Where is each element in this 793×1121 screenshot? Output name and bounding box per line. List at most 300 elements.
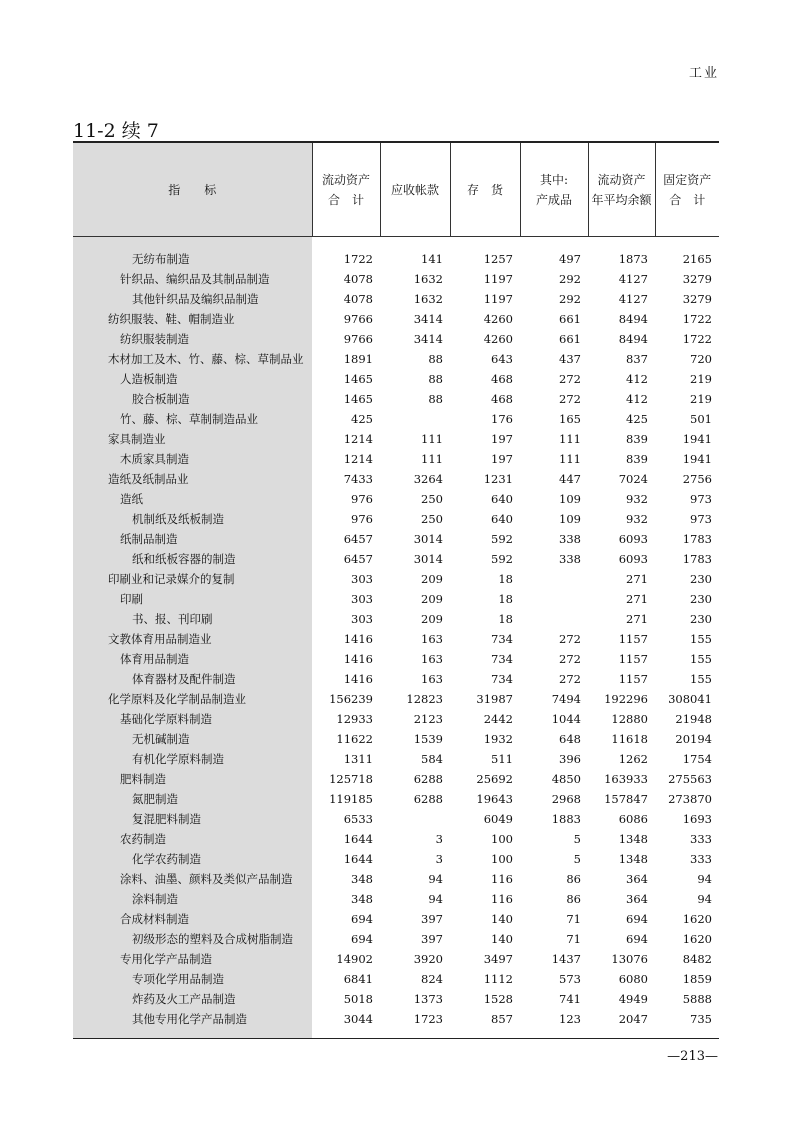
value-cell: 11622	[336, 732, 373, 746]
value-cell: 4078	[343, 272, 373, 286]
value-cell: 824	[421, 972, 443, 986]
table-row	[73, 869, 719, 889]
table-row	[73, 429, 719, 449]
row-label: 木质家具制造	[73, 449, 312, 469]
value-cell: 31987	[476, 692, 513, 706]
table-row	[73, 529, 719, 549]
value-cell: 1539	[413, 732, 443, 746]
row-label: 印刷	[73, 589, 312, 609]
row-label: 体育用品制造	[73, 649, 312, 669]
value-cell: 12880	[611, 712, 648, 726]
value-cell: 94	[428, 892, 443, 906]
value-cell: 6086	[618, 812, 648, 826]
table-row	[73, 309, 719, 329]
value-cell: 3920	[413, 952, 443, 966]
table-row	[73, 689, 719, 709]
value-cell: 6093	[618, 532, 648, 546]
value-cell: 1157	[618, 632, 648, 646]
value-cell: 6457	[343, 532, 373, 546]
statistics-table	[73, 143, 719, 1038]
value-cell: 1197	[483, 292, 513, 306]
value-cell: 1632	[413, 292, 443, 306]
value-cell: 230	[690, 572, 712, 586]
row-label: 木材加工及木、竹、藤、棕、草制品业	[73, 349, 312, 369]
value-cell: 275563	[668, 772, 712, 786]
value-cell: 230	[690, 592, 712, 606]
value-cell	[520, 569, 588, 589]
value-cell: 3264	[413, 472, 443, 486]
table-row	[73, 769, 719, 789]
table-row	[73, 709, 719, 729]
row-label: 基础化学原料制造	[73, 709, 312, 729]
value-cell: 694	[351, 912, 373, 926]
row-label: 其他针织品及编织品制造	[73, 289, 312, 309]
value-cell: 1941	[682, 432, 712, 446]
header-line: 流动资产	[321, 172, 370, 187]
value-cell: 648	[559, 732, 581, 746]
row-label: 纺织服装制造	[73, 329, 312, 349]
value-cell: 640	[491, 512, 513, 526]
spacer-row	[73, 1029, 719, 1038]
value-cell: 155	[690, 672, 712, 686]
table-row	[73, 789, 719, 809]
value-cell: 19643	[476, 792, 513, 806]
value-cell: 1348	[618, 852, 648, 866]
value-cell: 197	[491, 432, 513, 446]
value-cell: 468	[491, 392, 513, 406]
value-cell: 219	[690, 372, 712, 386]
value-cell: 14902	[336, 952, 373, 966]
spacer-cell	[73, 237, 312, 250]
row-label: 涂料、油墨、颜料及类似产品制造	[73, 869, 312, 889]
value-cell: 976	[351, 512, 373, 526]
value-cell: 155	[690, 652, 712, 666]
row-label: 家具制造业	[73, 429, 312, 449]
value-cell: 397	[421, 912, 443, 926]
value-cell: 1214	[343, 452, 373, 466]
value-cell: 348	[351, 872, 373, 886]
value-cell: 18	[498, 572, 513, 586]
table-row	[73, 509, 719, 529]
spacer-cell	[312, 237, 719, 250]
value-cell: 6288	[413, 772, 443, 786]
value-cell: 364	[626, 872, 648, 886]
value-cell: 86	[566, 892, 581, 906]
value-cell: 6049	[483, 812, 513, 826]
value-cell: 116	[491, 872, 513, 886]
table-row	[73, 569, 719, 589]
value-cell: 209	[421, 592, 443, 606]
value-cell: 9766	[343, 332, 373, 346]
value-cell: 25692	[476, 772, 513, 786]
value-cell: 348	[351, 892, 373, 906]
value-cell: 163933	[604, 772, 648, 786]
header-line: 合 计	[669, 192, 706, 207]
value-cell: 100	[491, 832, 513, 846]
row-label: 氮肥制造	[73, 789, 312, 809]
value-cell: 1620	[682, 932, 712, 946]
value-cell: 640	[491, 492, 513, 506]
value-cell: 3	[435, 832, 443, 846]
table-row	[73, 989, 719, 1009]
value-cell: 272	[559, 392, 581, 406]
row-label: 纺织服装、鞋、帽制造业	[73, 309, 312, 329]
value-cell: 839	[626, 432, 648, 446]
value-cell: 111	[421, 432, 443, 446]
value-cell: 100	[491, 852, 513, 866]
value-cell: 1883	[551, 812, 581, 826]
value-cell: 109	[559, 512, 581, 526]
value-cell: 1157	[618, 652, 648, 666]
value-cell: 1311	[343, 752, 373, 766]
value-cell: 661	[559, 332, 581, 346]
table-row	[73, 809, 719, 829]
table-row	[73, 629, 719, 649]
value-cell: 1437	[551, 952, 581, 966]
page-number: —213—	[667, 1049, 718, 1064]
row-label: 有机化学原料制造	[73, 749, 312, 769]
table-row	[73, 749, 719, 769]
value-cell: 230	[690, 612, 712, 626]
value-cell: 5	[573, 852, 581, 866]
value-cell: 468	[491, 372, 513, 386]
value-cell: 8494	[618, 312, 648, 326]
value-cell: 125718	[329, 772, 373, 786]
table-row	[73, 609, 719, 629]
value-cell: 3044	[343, 1012, 373, 1026]
header-line: 流动资产	[597, 172, 646, 187]
value-cell: 1873	[618, 252, 648, 266]
value-cell: 109	[559, 492, 581, 506]
value-cell: 271	[626, 572, 648, 586]
value-cell: 111	[559, 452, 581, 466]
value-cell	[520, 609, 588, 629]
value-cell: 364	[626, 892, 648, 906]
value-cell: 272	[559, 632, 581, 646]
value-cell: 3014	[413, 532, 443, 546]
table-row	[73, 289, 719, 309]
value-cell: 694	[626, 912, 648, 926]
value-cell: 2123	[413, 712, 443, 726]
table-row	[73, 909, 719, 929]
value-cell: 250	[421, 492, 443, 506]
row-label: 其他专用化学产品制造	[73, 1009, 312, 1029]
value-cell: 2442	[483, 712, 513, 726]
row-label: 肥料制造	[73, 769, 312, 789]
row-label: 炸药及火工产品制造	[73, 989, 312, 1009]
value-cell: 163	[421, 652, 443, 666]
value-cell: 11618	[611, 732, 648, 746]
value-cell: 2968	[551, 792, 581, 806]
header-line: 固定资产	[663, 172, 712, 187]
value-cell: 573	[559, 972, 581, 986]
value-cell: 397	[421, 932, 443, 946]
value-cell: 250	[421, 512, 443, 526]
value-cell: 1722	[682, 332, 712, 346]
value-cell: 694	[351, 932, 373, 946]
value-cell: 3497	[483, 952, 513, 966]
row-label: 纸和纸板容器的制造	[73, 549, 312, 569]
table-row	[73, 849, 719, 869]
value-cell: 88	[428, 392, 443, 406]
value-cell: 272	[559, 652, 581, 666]
row-label: 专项化学用品制造	[73, 969, 312, 989]
value-cell: 338	[559, 552, 581, 566]
value-cell: 4078	[343, 292, 373, 306]
value-cell: 303	[351, 572, 373, 586]
row-label: 涂料制造	[73, 889, 312, 909]
header-line: 应收帐款	[390, 182, 439, 197]
value-cell: 163	[421, 672, 443, 686]
row-label: 针织品、编织品及其制品制造	[73, 269, 312, 289]
value-cell: 1528	[483, 992, 513, 1006]
value-cell: 119185	[329, 792, 373, 806]
value-cell: 197	[491, 452, 513, 466]
table-row	[73, 889, 719, 909]
value-cell: 4127	[618, 292, 648, 306]
value-cell: 209	[421, 612, 443, 626]
value-cell: 592	[491, 552, 513, 566]
table-row	[73, 409, 719, 429]
row-label: 初级形态的塑料及合成树脂制造	[73, 929, 312, 949]
value-cell: 86	[566, 872, 581, 886]
value-cell: 13076	[611, 952, 648, 966]
value-cell: 3	[435, 852, 443, 866]
value-cell: 271	[626, 612, 648, 626]
header-avg-current-assets	[588, 143, 655, 237]
row-label: 无机碱制造	[73, 729, 312, 749]
value-cell: 1373	[413, 992, 443, 1006]
value-cell: 6093	[618, 552, 648, 566]
header-indicator	[73, 143, 312, 237]
header-inventory	[450, 143, 520, 237]
value-cell: 1891	[343, 352, 373, 366]
table-row	[73, 349, 719, 369]
value-cell: 140	[491, 932, 513, 946]
row-label: 文教体育用品制造业	[73, 629, 312, 649]
value-cell: 3414	[413, 312, 443, 326]
value-cell: 3414	[413, 332, 443, 346]
value-cell: 165	[559, 412, 581, 426]
spacer-cell	[73, 1029, 312, 1038]
value-cell: 163	[421, 632, 443, 646]
row-label: 造纸及纸制品业	[73, 469, 312, 489]
value-cell: 412	[626, 372, 648, 386]
value-cell: 88	[428, 352, 443, 366]
section-label: 工业	[688, 66, 719, 81]
value-cell: 837	[626, 352, 648, 366]
value-cell: 1783	[682, 552, 712, 566]
row-label: 造纸	[73, 489, 312, 509]
value-cell: 156239	[329, 692, 373, 706]
value-cell: 6533	[343, 812, 373, 826]
value-cell: 1644	[343, 852, 373, 866]
value-cell: 1231	[483, 472, 513, 486]
value-cell: 7024	[618, 472, 648, 486]
value-cell: 1044	[551, 712, 581, 726]
value-cell: 643	[491, 352, 513, 366]
value-cell: 7494	[551, 692, 581, 706]
header-finished-goods	[520, 143, 588, 237]
value-cell: 8482	[682, 952, 712, 966]
value-cell: 94	[697, 892, 712, 906]
value-cell: 3279	[682, 292, 712, 306]
value-cell: 292	[559, 292, 581, 306]
header-accounts-receivable	[380, 143, 450, 237]
value-cell: 94	[428, 872, 443, 886]
value-cell: 140	[491, 912, 513, 926]
value-cell	[520, 589, 588, 609]
value-cell: 157847	[604, 792, 648, 806]
value-cell: 396	[559, 752, 581, 766]
value-cell: 4260	[483, 312, 513, 326]
value-cell: 12933	[336, 712, 373, 726]
header-current-assets-total	[312, 143, 380, 237]
header-line: 指 标	[168, 182, 217, 197]
value-cell: 1859	[682, 972, 712, 986]
value-cell: 8494	[618, 332, 648, 346]
row-label: 农药制造	[73, 829, 312, 849]
row-label: 机制纸及纸板制造	[73, 509, 312, 529]
value-cell: 5018	[343, 992, 373, 1006]
table-row	[73, 969, 719, 989]
row-label: 无纺布制造	[73, 249, 312, 269]
table-row	[73, 669, 719, 689]
table-row	[73, 1009, 719, 1029]
row-label: 竹、藤、棕、草制制造品业	[73, 409, 312, 429]
value-cell: 292	[559, 272, 581, 286]
value-cell: 6080	[618, 972, 648, 986]
header-row	[73, 143, 719, 237]
value-cell: 497	[559, 252, 581, 266]
value-cell: 1644	[343, 832, 373, 846]
value-cell: 18	[498, 612, 513, 626]
value-cell: 155	[690, 632, 712, 646]
header-line: 年平均余额	[591, 192, 652, 207]
value-cell: 12823	[406, 692, 443, 706]
value-cell: 511	[491, 752, 513, 766]
value-cell: 857	[491, 1012, 513, 1026]
value-cell: 1465	[343, 392, 373, 406]
value-cell: 2165	[682, 252, 712, 266]
value-cell: 303	[351, 612, 373, 626]
value-cell: 88	[428, 372, 443, 386]
table-body	[73, 237, 719, 1039]
value-cell: 501	[690, 412, 712, 426]
value-cell: 141	[421, 252, 443, 266]
statistics-table-container	[73, 141, 719, 1039]
value-cell: 437	[559, 352, 581, 366]
value-cell: 1722	[682, 312, 712, 326]
table-row	[73, 649, 719, 669]
value-cell: 308041	[668, 692, 712, 706]
value-cell: 741	[559, 992, 581, 1006]
value-cell: 2756	[682, 472, 712, 486]
table-row	[73, 469, 719, 489]
value-cell: 20194	[675, 732, 712, 746]
row-label: 体育器材及配件制造	[73, 669, 312, 689]
value-cell: 720	[690, 352, 712, 366]
value-cell	[380, 409, 450, 429]
value-cell: 694	[626, 932, 648, 946]
value-cell: 3014	[413, 552, 443, 566]
value-cell: 973	[690, 492, 712, 506]
value-cell: 94	[697, 872, 712, 886]
header-line: 产成品	[535, 192, 572, 207]
table-row	[73, 329, 719, 349]
value-cell: 71	[566, 932, 581, 946]
spacer-row	[73, 237, 719, 250]
table-row	[73, 929, 719, 949]
value-cell: 1632	[413, 272, 443, 286]
value-cell: 1112	[483, 972, 513, 986]
value-cell: 1416	[343, 672, 373, 686]
value-cell: 272	[559, 672, 581, 686]
value-cell: 932	[626, 492, 648, 506]
value-cell: 932	[626, 512, 648, 526]
value-cell: 272	[559, 372, 581, 386]
row-label: 胶合板制造	[73, 389, 312, 409]
value-cell: 425	[626, 412, 648, 426]
table-row	[73, 389, 719, 409]
value-cell: 447	[559, 472, 581, 486]
value-cell: 6841	[343, 972, 373, 986]
value-cell: 4850	[551, 772, 581, 786]
value-cell: 6457	[343, 552, 373, 566]
value-cell	[380, 809, 450, 829]
row-label: 纸制品制造	[73, 529, 312, 549]
value-cell: 1932	[483, 732, 513, 746]
row-label: 印刷业和记录媒介的复制	[73, 569, 312, 589]
value-cell: 1722	[343, 252, 373, 266]
value-cell: 116	[491, 892, 513, 906]
value-cell: 584	[421, 752, 443, 766]
value-cell: 1257	[483, 252, 513, 266]
table-row	[73, 829, 719, 849]
value-cell: 1416	[343, 652, 373, 666]
table-row	[73, 489, 719, 509]
value-cell: 1197	[483, 272, 513, 286]
value-cell: 111	[421, 452, 443, 466]
value-cell: 1348	[618, 832, 648, 846]
value-cell: 976	[351, 492, 373, 506]
value-cell: 333	[690, 832, 712, 846]
value-cell: 1723	[413, 1012, 443, 1026]
value-cell: 1214	[343, 432, 373, 446]
value-cell: 1783	[682, 532, 712, 546]
value-cell: 1262	[618, 752, 648, 766]
value-cell: 4127	[618, 272, 648, 286]
row-label: 化学农药制造	[73, 849, 312, 869]
table-title: 11-2 续 7	[73, 120, 159, 142]
header-line: 其中:	[539, 172, 569, 187]
value-cell: 4949	[618, 992, 648, 1006]
value-cell: 734	[491, 632, 513, 646]
table-row	[73, 729, 719, 749]
value-cell: 425	[351, 412, 373, 426]
value-cell: 5	[573, 832, 581, 846]
table-row	[73, 369, 719, 389]
table-row	[73, 249, 719, 269]
header-fixed-assets-total	[655, 143, 719, 237]
value-cell: 303	[351, 592, 373, 606]
header-line: 存 货	[466, 182, 503, 197]
value-cell: 7433	[343, 472, 373, 486]
value-cell: 271	[626, 592, 648, 606]
value-cell: 1941	[682, 452, 712, 466]
value-cell: 1465	[343, 372, 373, 386]
value-cell: 333	[690, 852, 712, 866]
